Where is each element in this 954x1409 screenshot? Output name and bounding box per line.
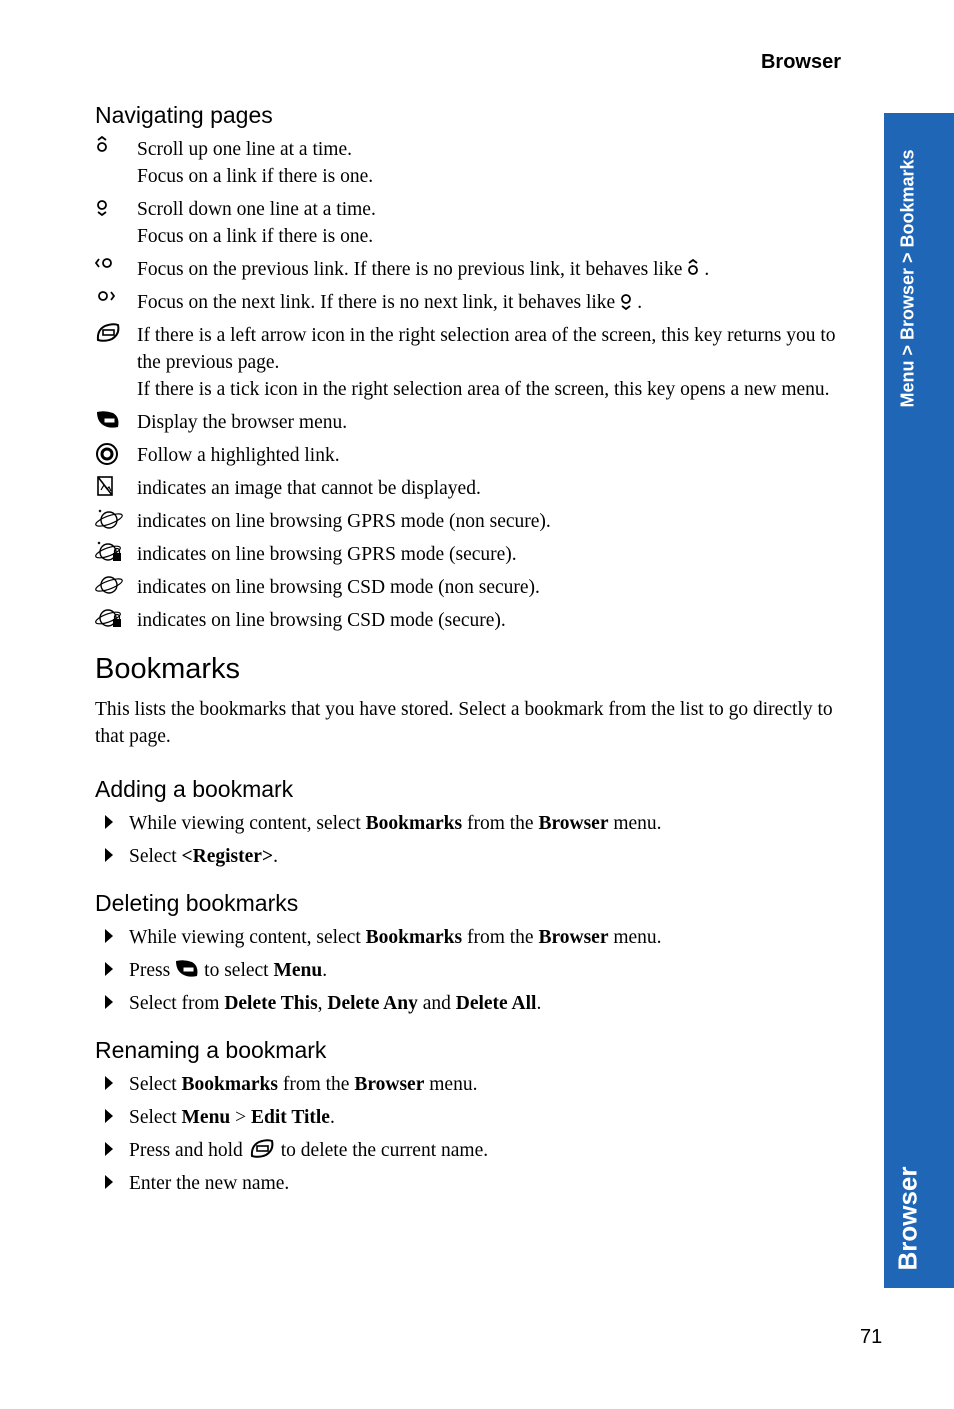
side-breadcrumb: Menu > Browser > Bookmarks (897, 148, 918, 408)
nav-down-icon (619, 290, 633, 312)
nav-item-left: Focus on the previous link. If there is no previous link, it behaves like . (95, 256, 845, 283)
list-item: While viewing content, select Bookmarks from the Browser menu. (95, 810, 845, 837)
list-item: Select <Register>. (95, 843, 845, 870)
right-soft-key-icon (95, 322, 121, 344)
list-item: Select Menu > Edit Title. (95, 1104, 845, 1131)
csd-globe-icon (95, 574, 125, 596)
list-item: Select Bookmarks from the Browser menu. (95, 1071, 845, 1098)
gprs-secure-globe-icon (95, 541, 125, 563)
bullet-arrow-icon (105, 1109, 113, 1123)
nav-up-icon (95, 136, 109, 156)
bullet-arrow-icon (105, 1142, 113, 1156)
bullet-arrow-icon (105, 995, 113, 1009)
running-header: Browser (760, 51, 841, 73)
bullet-arrow-icon (105, 1076, 113, 1090)
list-item: Enter the new name. (95, 1170, 845, 1197)
nav-item-select-key: Follow a highlighted link. (95, 442, 845, 469)
deleting-heading: Deleting bookmarks (95, 890, 299, 916)
list-item: While viewing content, select Bookmarks from the Browser menu. (95, 924, 845, 951)
nav-item-gprs: indicates on line browsing GPRS mode (non secure). (95, 508, 845, 535)
nav-item-broken-image: indicates an image that cannot be displayed. (95, 475, 845, 502)
navigating-heading: Navigating pages (95, 102, 273, 128)
nav-item-up: Scroll up one line at a time. Focus on a link if there is one. (95, 136, 845, 190)
nav-down-icon (95, 196, 109, 218)
nav-item-csd: indicates on line browsing CSD mode (non secure). (95, 574, 845, 601)
select-key-icon (95, 442, 119, 466)
broken-image-icon (95, 475, 115, 497)
bookmarks-heading: Bookmarks (95, 653, 241, 685)
gprs-globe-icon (95, 508, 125, 530)
nav-item-right-soft-key: If there is a left arrow icon in the right selection area of the screen, this key returns you to the previous page. If there is a tick icon in the right selection area of the screen, this key opens a new menu. (95, 322, 845, 403)
nav-item-gprs-secure: indicates on line browsing GPRS mode (secure). (95, 541, 845, 568)
nav-item-left-soft-key: Display the browser menu. (95, 409, 845, 436)
renaming-heading: Renaming a bookmark (95, 1037, 327, 1063)
adding-heading: Adding a bookmark (95, 776, 294, 802)
side-tab (884, 113, 954, 1288)
left-soft-key-icon (174, 958, 200, 980)
nav-up-icon (686, 259, 700, 279)
list-item: Select from Delete This, Delete Any and Delete All. (95, 990, 845, 1017)
right-soft-key-icon (247, 1138, 277, 1160)
nav-item-csd-secure: indicates on line browsing CSD mode (secure). (95, 607, 845, 634)
side-title: Browser (892, 1165, 923, 1271)
nav-left-icon (95, 256, 115, 270)
bullet-arrow-icon (105, 962, 113, 976)
csd-secure-globe-icon (95, 607, 125, 629)
page-number: 71 (860, 1326, 883, 1348)
list-item: Press to select Menu. (95, 957, 845, 984)
page-content (95, 100, 845, 1203)
left-soft-key-icon (95, 409, 121, 431)
list-item: Press and hold to delete the current name. (95, 1137, 845, 1164)
bullet-arrow-icon (105, 815, 113, 829)
bullet-arrow-icon (105, 929, 113, 943)
nav-item-right: Focus on the next link. If there is no next link, it behaves like . (95, 289, 845, 316)
bullet-arrow-icon (105, 1175, 113, 1189)
nav-item-down: Scroll down one line at a time. Focus on a link if there is one. (95, 196, 845, 250)
bookmarks-intro: This lists the bookmarks that you have stored. Select a bookmark from the list to go directly to that page. (95, 699, 833, 747)
bullet-arrow-icon (105, 848, 113, 862)
nav-right-icon (95, 289, 115, 303)
